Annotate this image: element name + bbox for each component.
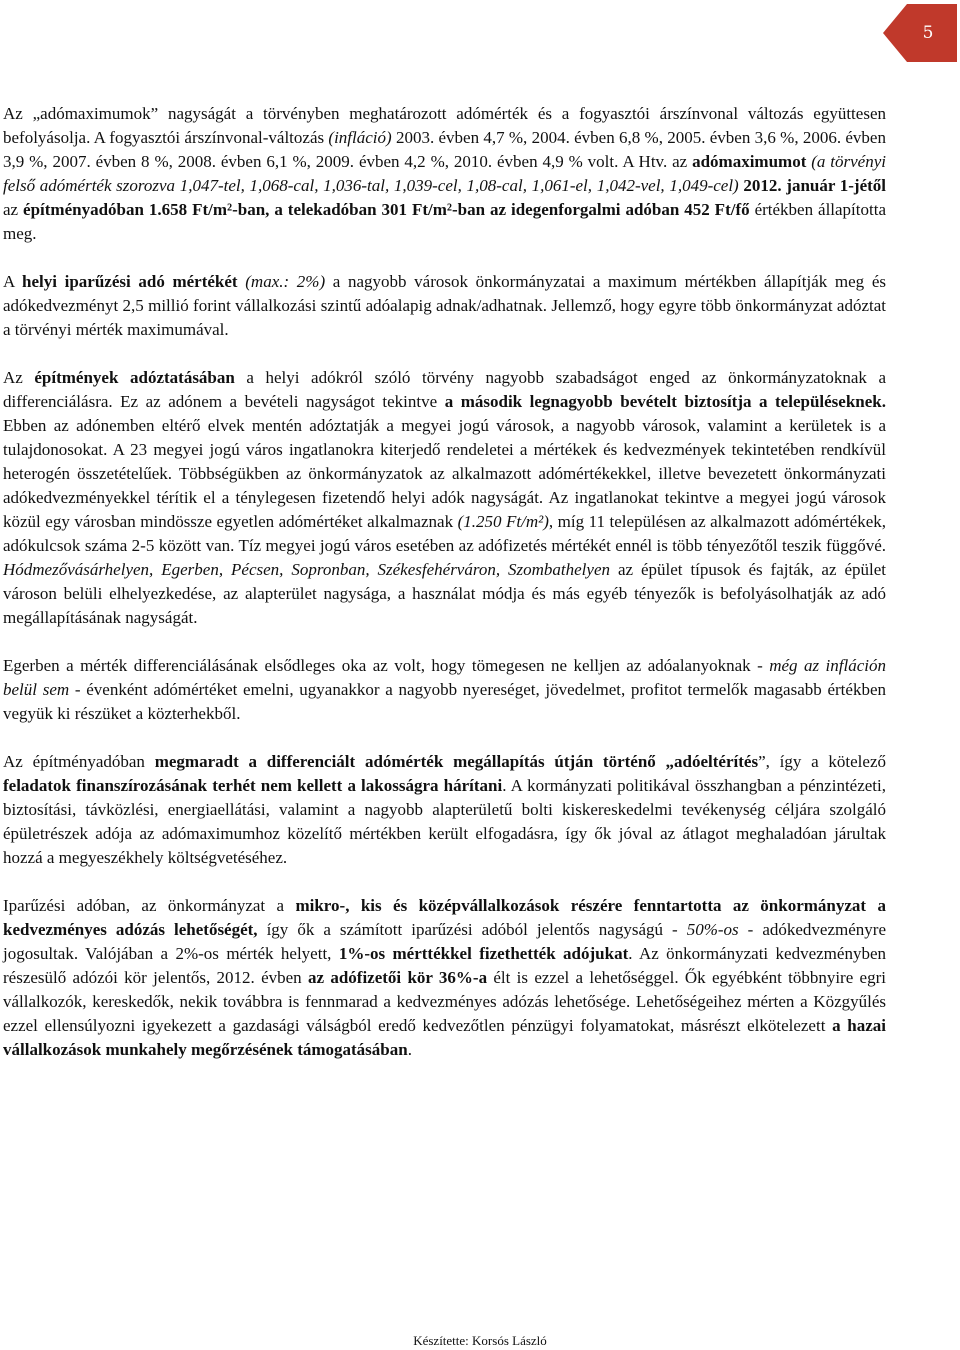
- text-run: .: [407, 1040, 412, 1059]
- text-run: élt is ezzel a lehetőséggel. Ők egyébként többnyire egri vállalkozók, kereskedők, nekik továbbra is fennmarad a kedvezményes adózás lehetősége. Lehetőségeihez mérten a Közgyűlés ezzel ellensúlyozni igyekezett a gazdasági válságból eredő kedvezőtlen pénzügyi folyamatokat, másrészt elkötelezett: [3, 968, 886, 1035]
- text-run: . A kormányzati politikával összhangban a pénzintézeti, biztosítási, távközlési, energiaellátási, valamint a nagyobb alapterületű bolti kiskereskedelmi tevékenység céljára szolgáló épületrészek adója az adómaximumhoz közelítő mértékben került elfogadásra, így ők jóval az átlagot meghaladóan járultak hozzá a megyeszékhely költségvetéséhez.: [3, 776, 886, 867]
- italic-text: (infláció): [328, 128, 392, 147]
- text-run: Egerben a mérték differenciálásának elsődleges oka az volt, hogy tömegesen ne kelljen az adóalanyoknak -: [3, 656, 770, 675]
- text-run: a helyi adókról szóló törvény nagyobb szabadságot enged az önkormányzatoknak a differenciálásra. Ez az adónem a bevételi nagyságot tekintve: [3, 368, 886, 411]
- bold-text: mikro-, kis és középvállalkozások részére fenntartotta az önkormányzat a kedvezményes adózás lehetőségét,: [3, 896, 886, 939]
- text-run: értékben állapította meg.: [3, 200, 886, 243]
- bold-text: adómaximumot: [692, 152, 807, 171]
- text-run: , míg 11 településen az alkalmazott adómértékek, adókulcsok száma 2-5 között van. Tíz megyei jogú város esetében az adófizetés mértékét ennél is több tényezőtől teszik függővé.: [3, 512, 886, 555]
- text-run: Az „adómaximumok” nagyságát a törvényben meghatározott adómérték és a fogyasztói árszínvonal változás együttesen befolyásolja. A fogyasztói árszínvonal-változás: [3, 104, 886, 147]
- italic-text: (1.250 Ft/m²): [457, 512, 549, 531]
- italic-text: még az infláción belül sem: [3, 656, 886, 699]
- italic-text: (a törvényi felső adómérték szorozva 1,047-tel, 1,068-cal, 1,036-tal, 1,039-cel, 1,08-cal, 1,061-el, 1,042-vel, 1,049-cel): [3, 152, 886, 195]
- italic-text: 50%-os: [686, 920, 739, 939]
- paragraph-p3: [3, 366, 886, 630]
- bold-text: 1%-os mérttékkel fizethették adójukat: [338, 944, 629, 963]
- bold-text: a második legnagyobb bevételt biztosítja a településeknek.: [444, 392, 886, 411]
- text-run: a nagyobb városok önkormányzatai a maximum mértékben állapítják meg és adókedvezményt 2,5 millió forint vállalkozási szintű adóalapig adnak/adhatnak. Jellemző, hogy egyre több önkormányzat adóztat a törvényi mérték maximumával.: [3, 272, 886, 339]
- paragraph-p5: [3, 750, 886, 870]
- italic-text: Hódmezővásárhelyen, Egerben, Pécsen, Sopronban, Székesfehérváron, Szombathelyen: [3, 560, 610, 579]
- bold-text: feladatok finanszírozásának terhét nem kellett a lakosságra hárítani: [3, 776, 503, 795]
- paragraph-p6: [3, 894, 886, 1062]
- text-run: Ebben az adónemben eltérő elvek mentén adóztatják a megyei jogú városok, a nagyobb városok, valamint a kerületek is a tulajdonosokat. A 23 megyei jogú város ingatlanokra kiterjedő rendeletei a mértékek és kedvezmények tekintetében rendkívül heterogén összetételűek. Többségükben az önkormányzatok az alkalmazott adómértékekkel, illetve bevezetett önkormányzati adókedvezményekkel térítik el a ténylegesen fizetendő helyi adók nagyságát. Az ingatlanokat tekintve a megyei jogú városok közül egy városban mindössze egyetlen adómértéket alkalmaznak: [3, 416, 886, 531]
- text-run: ”, így a kötelező: [758, 752, 886, 771]
- text-run: Az építményadóban: [3, 752, 155, 771]
- bold-text: építmények adóztatásában: [34, 368, 235, 387]
- text-run: így ők a számított iparűzési adóból jelentős nagyságú -: [257, 920, 687, 939]
- text-run: Iparűzési adóban, az önkormányzat a: [3, 896, 296, 915]
- text-run: - évenként adómértéket emelni, ugyanakkor a nagyobb nyereséget, jövedelmet, profitot termelők magasabb értékben vegyük ki részüket a közterhekből.: [3, 680, 886, 723]
- document-body: [3, 102, 886, 1086]
- paragraph-p4: [3, 654, 886, 726]
- bold-text: az adófizetői kör 36%-a: [307, 968, 488, 987]
- text-run: - adókedvezményre jogosultak. Valójában a 2%-os mérték helyett,: [3, 920, 886, 963]
- paragraph-p1: [3, 102, 886, 246]
- page-number-badge: [883, 4, 957, 62]
- page-footer: Készítette: Korsós László: [413, 1333, 547, 1348]
- text-run: az épület típusok és fajták, az épület városon belüli elhelyezkedése, az alapterület nagysága, a használat módja és más egyéb tényezők is befolyásolhatják az adó megállapításának nagyságát.: [3, 560, 886, 627]
- text-run: az: [3, 200, 24, 219]
- paragraph-p2: [3, 270, 886, 342]
- text-run: 2003. évben 4,7 %, 2004. évben 6,8 %, 2005. évben 3,6 %, 2006. évben 3,9 %, 2007. évben 8 %, 2008. évben 6,1 %, 2009. évben 4,2 %, 2010. évben 4,9 % volt. A Htv. az: [3, 128, 886, 171]
- bold-text: megmaradt a differenciált adómérték megállapítás útján történő „adóeltérítés: [154, 752, 759, 771]
- page-number: 5: [922, 23, 934, 43]
- bold-text: építményadóban 1.658 Ft/m²-ban, a telekadóban 301 Ft/m²-ban az idegenforgalmi adóban 452 Ft/fő: [23, 200, 750, 219]
- bold-text: helyi iparűzési adó mértékét: [22, 272, 238, 291]
- text-run: A: [3, 272, 22, 291]
- italic-text: (max.: 2%): [245, 272, 326, 291]
- text-run: . Az önkormányzati kedvezményben részesülő adózói kör jelentős, 2012. évben: [3, 944, 886, 987]
- bold-text: a hazai vállalkozások munkahely megőrzésének támogatásában: [3, 1016, 886, 1059]
- text-run: Az: [3, 368, 35, 387]
- bold-text: 2012. január 1-jétől: [743, 176, 887, 195]
